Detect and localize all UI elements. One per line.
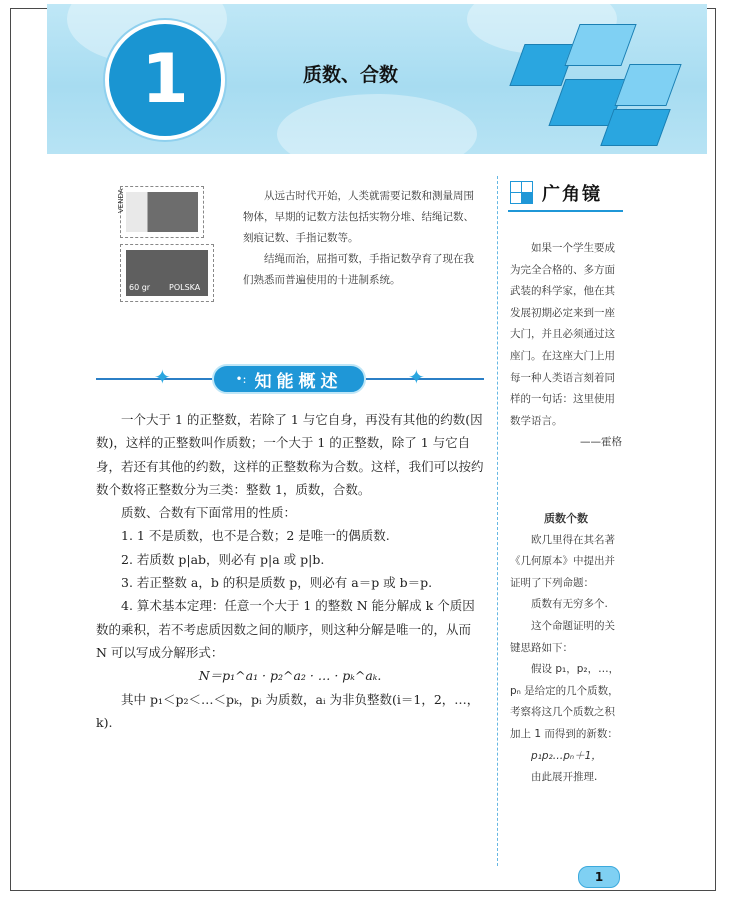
quote-text: 如果一个学生要成为完全合格的、多方面武装的科学家，他在其发展初期必定来到一座大门，并且必须通过这座门。在这座大门上用每一种人类语言刻着同样的一句话：这里使用数学语言。	[510, 242, 615, 427]
dots-icon: •:	[235, 372, 247, 386]
intro-paragraph: 从远古时代开始，人类就需要记数和测量周围物体，早期的记数方法包括实物分堆、结绳记数、刻痕记数、手指记数等。	[243, 190, 474, 244]
sidebar-header	[510, 180, 602, 206]
puzzle-piece-decoration	[614, 64, 681, 106]
stamp-venda-text: VENDA	[117, 188, 125, 213]
stamp-images	[117, 186, 218, 300]
chapter-number: 1	[141, 40, 189, 119]
sidebar-note	[510, 508, 622, 789]
stamp-polska-value: 60 gr	[129, 283, 151, 292]
intro-text	[243, 186, 483, 291]
property-item: 2. 若质数 p|ab，则必有 p|a 或 p|b.	[121, 551, 325, 567]
property-item: 1. 1 不是质数，也不是合数；2 是唯一的偶质数.	[121, 528, 390, 544]
stamp-polska	[120, 244, 214, 302]
section-header-badge	[212, 364, 366, 394]
section-title: 知能概述	[254, 371, 343, 392]
note-paragraph: 欧几里得在其名著《几何原本》中提出并证明了下列命题：	[510, 533, 615, 589]
blocks-icon	[510, 181, 534, 205]
section-divider-right	[366, 378, 484, 380]
note-subtitle: 质数个数	[544, 512, 588, 525]
puzzle-piece-decoration	[600, 109, 670, 146]
stamp-polska-text: POLSKA	[169, 283, 201, 292]
note-paragraph: 由此展开推理.	[531, 771, 598, 784]
note-paragraph: 质数有无穷多个.	[531, 598, 608, 611]
chapter-title: 质数、合数	[303, 64, 399, 86]
factorization-formula: N＝p₁^a₁ · p₂^a₂ · … · pₖ^aₖ.	[198, 668, 382, 684]
sidebar-quote	[510, 238, 622, 454]
star-icon: ✦	[408, 365, 425, 389]
main-content	[96, 408, 484, 734]
sidebar-wide-angle	[497, 176, 627, 866]
sidebar-title: 广角镜	[542, 184, 602, 205]
note-formula: p₁p₂…pₙ＋1，	[531, 749, 602, 762]
intro-paragraph: 结绳而治，屈指可数，手指记数孕育了现在我们熟悉而普遍使用的十进制系统。	[243, 253, 474, 286]
quote-author: ——霍格	[580, 436, 622, 449]
star-icon: ✦	[154, 365, 171, 389]
property-item: 3. 若正整数 a，b 的积是质数 p，则必有 a＝p 或 b＝p.	[121, 575, 433, 591]
page-number: 1	[578, 866, 620, 888]
body-paragraph: 一个大于 1 的正整数，若除了 1 与它自身，再没有其他的约数(因数)，这样的正整数叫作质数；一个大于 1 的正整数，除了 1 与它自身，若还有其他的约数，这样的正整数称为合数。这样，我们可以按约数个数将正整数分为三类：整数 1，质数，合数。	[96, 412, 484, 497]
sidebar-title-underline	[508, 210, 623, 212]
note-paragraph: 假设 p₁，p₂，…，pₙ 是给定的几个质数，考察将这几个质数之积加上 1 而得到的新数：	[510, 663, 620, 740]
body-paragraph: 质数、合数有下面常用的性质：	[121, 505, 297, 521]
note-paragraph: 这个命题证明的关键思路如下：	[510, 619, 615, 654]
property-item: 4. 算术基本定理：任意一个大于 1 的整数 N 能分解成 k 个质因数的乘积，若不考虑质因数之间的顺序，则这种分解是唯一的，从而 N 可以写成分解形式：	[96, 598, 475, 660]
chapter-number-badge	[105, 20, 225, 140]
stamp-venda	[117, 186, 204, 238]
body-paragraph: 其中 p₁＜p₂＜…＜pₖ，pᵢ 为质数，aᵢ 为非负整数(i＝1，2，…，k).	[96, 691, 480, 730]
